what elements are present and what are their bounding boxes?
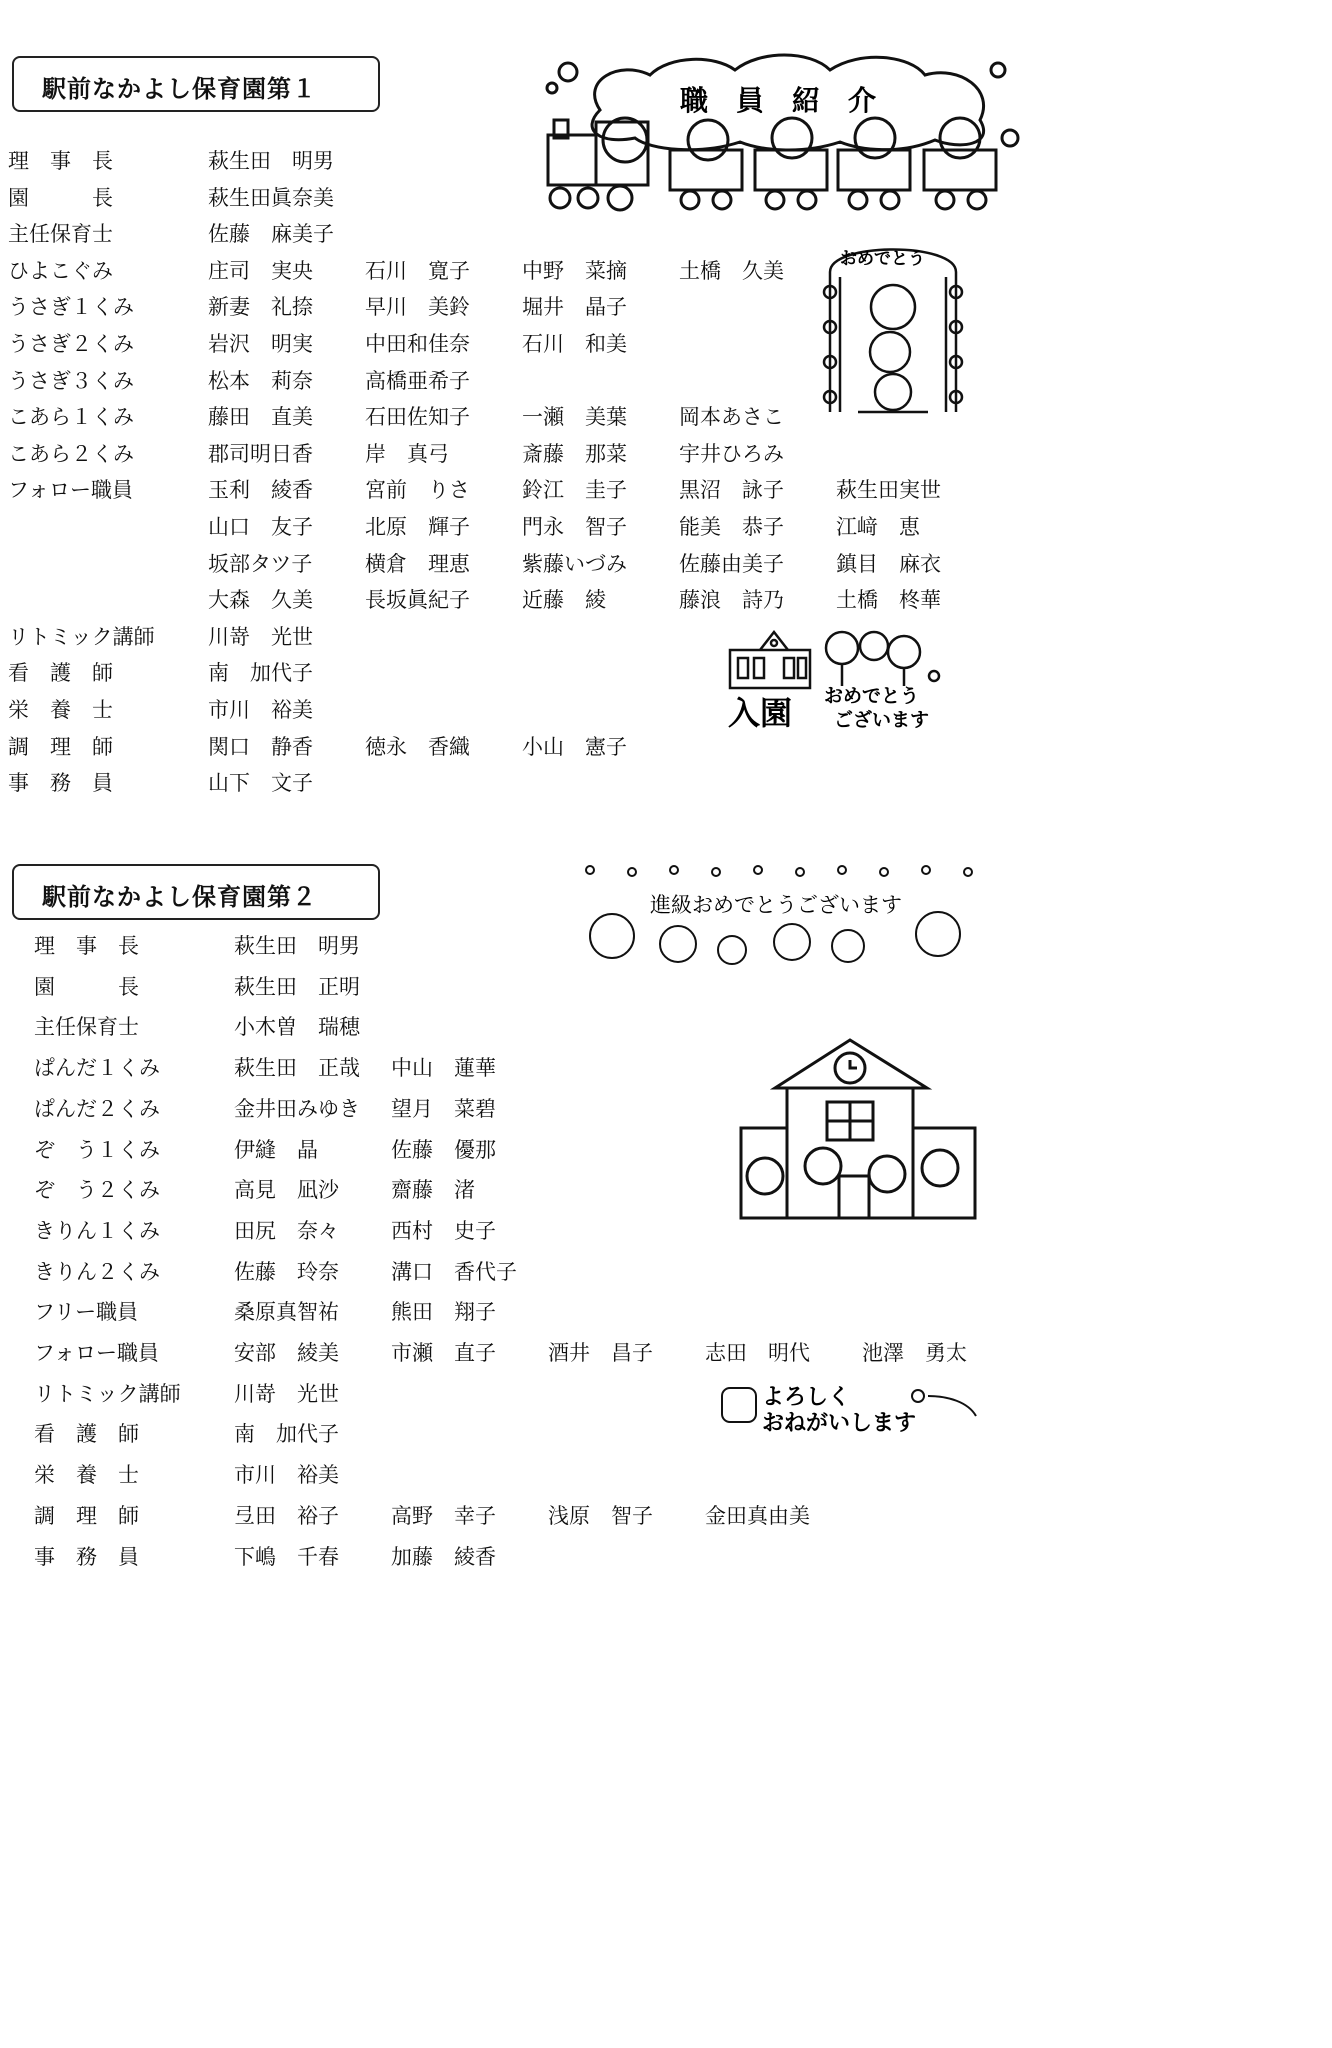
- staff-role: うさぎ１くみ: [8, 295, 134, 320]
- staff-name: 萩生田眞奈美: [208, 185, 334, 210]
- promotion-banner-label: 進級おめでとうございます: [650, 893, 902, 917]
- staff-name: 川嵜 光世: [208, 624, 313, 649]
- section-title: 駅前なかよし保育園第１: [42, 75, 317, 103]
- staff-name: 田尻 奈々: [234, 1218, 339, 1243]
- staff-role: うさぎ２くみ: [8, 332, 134, 356]
- staff-name: 長坂眞紀子: [365, 588, 470, 613]
- staff-role: きりん２くみ: [34, 1259, 160, 1284]
- staff-name: 佐藤 玲奈: [234, 1259, 339, 1284]
- staff-name: 西村 史子: [391, 1218, 496, 1243]
- staff-row: [0, 1458, 1024, 1492]
- staff-name: 宇井ひろみ: [679, 441, 784, 466]
- staff-name: 横倉 理恵: [365, 551, 470, 576]
- staff-name: 一瀬 美葉: [522, 405, 627, 430]
- entrance-big-label: 入園: [728, 694, 793, 732]
- staff-name: 能美 恭子: [679, 515, 784, 539]
- staff-role: 調 理 師: [8, 734, 113, 759]
- staff-name: 萩生田実世: [836, 478, 941, 503]
- yoroshiku-label-1: よろしく: [762, 1385, 851, 1410]
- staff-name: 徳永 香織: [365, 734, 470, 759]
- staff-name: 門永 智子: [522, 515, 627, 539]
- staff-name: 弖田 裕子: [234, 1503, 339, 1528]
- staff-name: 萩生田 明男: [208, 149, 334, 173]
- staff-role: フリー職員: [34, 1300, 139, 1325]
- staff-name: 岡本あさこ: [679, 405, 784, 430]
- staff-name: 玉利 綾香: [208, 478, 313, 503]
- staff-role: 栄 養 士: [8, 698, 113, 722]
- staff-role: フォロー職員: [8, 478, 133, 503]
- staff-name: 土橋 久美: [679, 258, 784, 283]
- staff-role: ぱんだ１くみ: [34, 1056, 160, 1081]
- staff-role: 理 事 長: [8, 149, 113, 173]
- staff-name: 近藤 綾: [522, 588, 606, 613]
- staff-name: 市川 裕美: [234, 1463, 339, 1488]
- staff-name: 川嵜 光世: [234, 1381, 339, 1406]
- staff-name: 山下 文子: [208, 771, 313, 796]
- staff-name: 萩生田 明男: [234, 934, 360, 958]
- staff-name: 早川 美鈴: [365, 295, 470, 320]
- staff-role: リトミック講師: [34, 1381, 181, 1406]
- staff-role: 主任保育士: [8, 222, 113, 247]
- staff-role: リトミック講師: [8, 624, 155, 649]
- staff-role: 調 理 師: [34, 1503, 139, 1528]
- staff-role: 理 事 長: [34, 934, 139, 958]
- staff-name: 江﨑 恵: [836, 515, 920, 539]
- section-title: 駅前なかよし保育園第２: [42, 883, 317, 911]
- staff-name: 伊縫 晶: [234, 1137, 318, 1162]
- staff-name: 酒井 昌子: [548, 1341, 653, 1365]
- staff-role: きりん１くみ: [34, 1218, 160, 1243]
- staff-name: 浅原 智子: [548, 1503, 653, 1528]
- staff-name: 溝口 香代子: [391, 1259, 517, 1284]
- staff-name: 望月 菜碧: [391, 1096, 496, 1121]
- staff-name: 松本 莉奈: [208, 368, 313, 393]
- staff-name: 南 加代子: [208, 661, 313, 686]
- staff-name: 小山 憲子: [522, 734, 627, 759]
- staff-role: ひよこぐみ: [8, 258, 113, 283]
- staff-name: 藤浪 詩乃: [679, 588, 784, 613]
- promotion-banner-illustration: [582, 862, 984, 974]
- staff-role: うさぎ３くみ: [8, 368, 134, 393]
- staff-name: 庄司 実央: [208, 258, 313, 283]
- staff-name: 藤田 直美: [208, 405, 313, 430]
- staff-name: 金井田みゆき: [234, 1096, 360, 1121]
- staff-name: 岩沢 明実: [208, 332, 313, 356]
- staff-name: 宮前 りさ: [365, 478, 470, 503]
- staff-role: ぞ う１くみ: [34, 1137, 160, 1162]
- staff-name: 斎藤 那菜: [522, 441, 627, 466]
- staff-name: 石川 和美: [522, 332, 627, 356]
- staff-role: ぞ う２くみ: [34, 1178, 160, 1203]
- staff-name: 熊田 翔子: [391, 1300, 496, 1325]
- entrance-small-label-1: おめでとう: [824, 685, 920, 707]
- staff-name: 佐藤 優那: [391, 1137, 496, 1162]
- staff-name: 中田和佳奈: [365, 332, 470, 356]
- staff-name: 市瀬 直子: [391, 1341, 496, 1365]
- staff-role: 園 長: [34, 974, 139, 999]
- staff-row: [0, 1336, 1024, 1370]
- staff-role: こあら１くみ: [8, 405, 134, 430]
- staff-name: 佐藤 麻美子: [208, 222, 334, 247]
- staff-role: 主任保育士: [34, 1015, 139, 1040]
- staff-name: 石川 寛子: [365, 258, 470, 283]
- staff-name: 鈴江 圭子: [522, 478, 627, 503]
- staff-name: 齋藤 渚: [391, 1178, 475, 1203]
- staff-row: [0, 1295, 1024, 1329]
- staff-name: 鎮目 麻衣: [836, 551, 941, 576]
- staff-name: 山口 友子: [208, 515, 313, 539]
- staff-name: 加藤 綾香: [391, 1544, 496, 1569]
- staff-name: 萩生田 正明: [234, 974, 360, 999]
- staff-name: 小木曽 瑞穂: [234, 1015, 360, 1040]
- staff-row: [0, 1540, 1024, 1574]
- staff-name: 黒沼 詠子: [679, 478, 784, 503]
- staff-role: 栄 養 士: [34, 1463, 139, 1488]
- staff-name: 志田 明代: [705, 1341, 810, 1365]
- staff-name: 石田佐知子: [365, 405, 470, 430]
- staff-name: 桑原真智祐: [234, 1300, 339, 1325]
- staff-role: こあら２くみ: [8, 441, 134, 466]
- staff-name: 北原 輝子: [365, 515, 470, 539]
- staff-name: 坂部タツ子: [208, 551, 313, 576]
- staff-role: 事 務 員: [34, 1544, 139, 1569]
- staff-row: [0, 1499, 1024, 1533]
- staff-name: 紫藤いづみ: [522, 551, 627, 576]
- staff-name: 萩生田 正哉: [234, 1056, 360, 1081]
- staff-role: 看 護 師: [8, 661, 113, 686]
- staff-row: [0, 970, 1024, 1004]
- staff-name: 高野 幸子: [391, 1503, 496, 1528]
- staff-name: 佐藤由美子: [679, 551, 784, 576]
- staff-name: 下嶋 千春: [234, 1544, 339, 1569]
- staff-name: 市川 裕美: [208, 698, 313, 722]
- staff-name: 高見 凪沙: [234, 1178, 339, 1203]
- entrance-small-label-2: ございます: [834, 709, 930, 731]
- staff-name: 南 加代子: [234, 1422, 339, 1447]
- staff-name: 堀井 晶子: [522, 295, 627, 320]
- staff-name: 土橋 柊華: [836, 588, 941, 613]
- staff-row: [0, 1255, 1024, 1289]
- section-title-box: [12, 864, 380, 920]
- school-house-illustration: [735, 1036, 981, 1226]
- staff-intro-title: 職 員 紹 介: [680, 84, 877, 117]
- staff-name: 高橋亜希子: [365, 368, 470, 393]
- staff-role: フォロー職員: [34, 1341, 159, 1365]
- staff-name: 中野 菜摘: [522, 258, 627, 283]
- staff-name: 新妻 礼捺: [208, 295, 313, 320]
- staff-name: 中山 蓮華: [391, 1056, 496, 1081]
- staff-role: ぱんだ２くみ: [34, 1096, 160, 1121]
- staff-role: 園 長: [8, 185, 113, 210]
- staff-name: 大森 久美: [208, 588, 313, 613]
- staff-name: 郡司明日香: [208, 441, 313, 466]
- yoroshiku-label-2: おねがいします: [762, 1411, 917, 1436]
- staff-name: 池澤 勇太: [862, 1341, 967, 1365]
- yoroshiku-illustration: [718, 1378, 980, 1436]
- congrats-label: おめでとう: [840, 249, 925, 269]
- staff-name: 関口 静香: [208, 734, 313, 759]
- staff-name: 岸 真弓: [365, 441, 449, 466]
- staff-role: 事 務 員: [8, 771, 113, 796]
- staff-role: 看 護 師: [34, 1422, 139, 1447]
- staff-name: 安部 綾美: [234, 1341, 339, 1365]
- staff-name: 金田真由美: [705, 1503, 810, 1528]
